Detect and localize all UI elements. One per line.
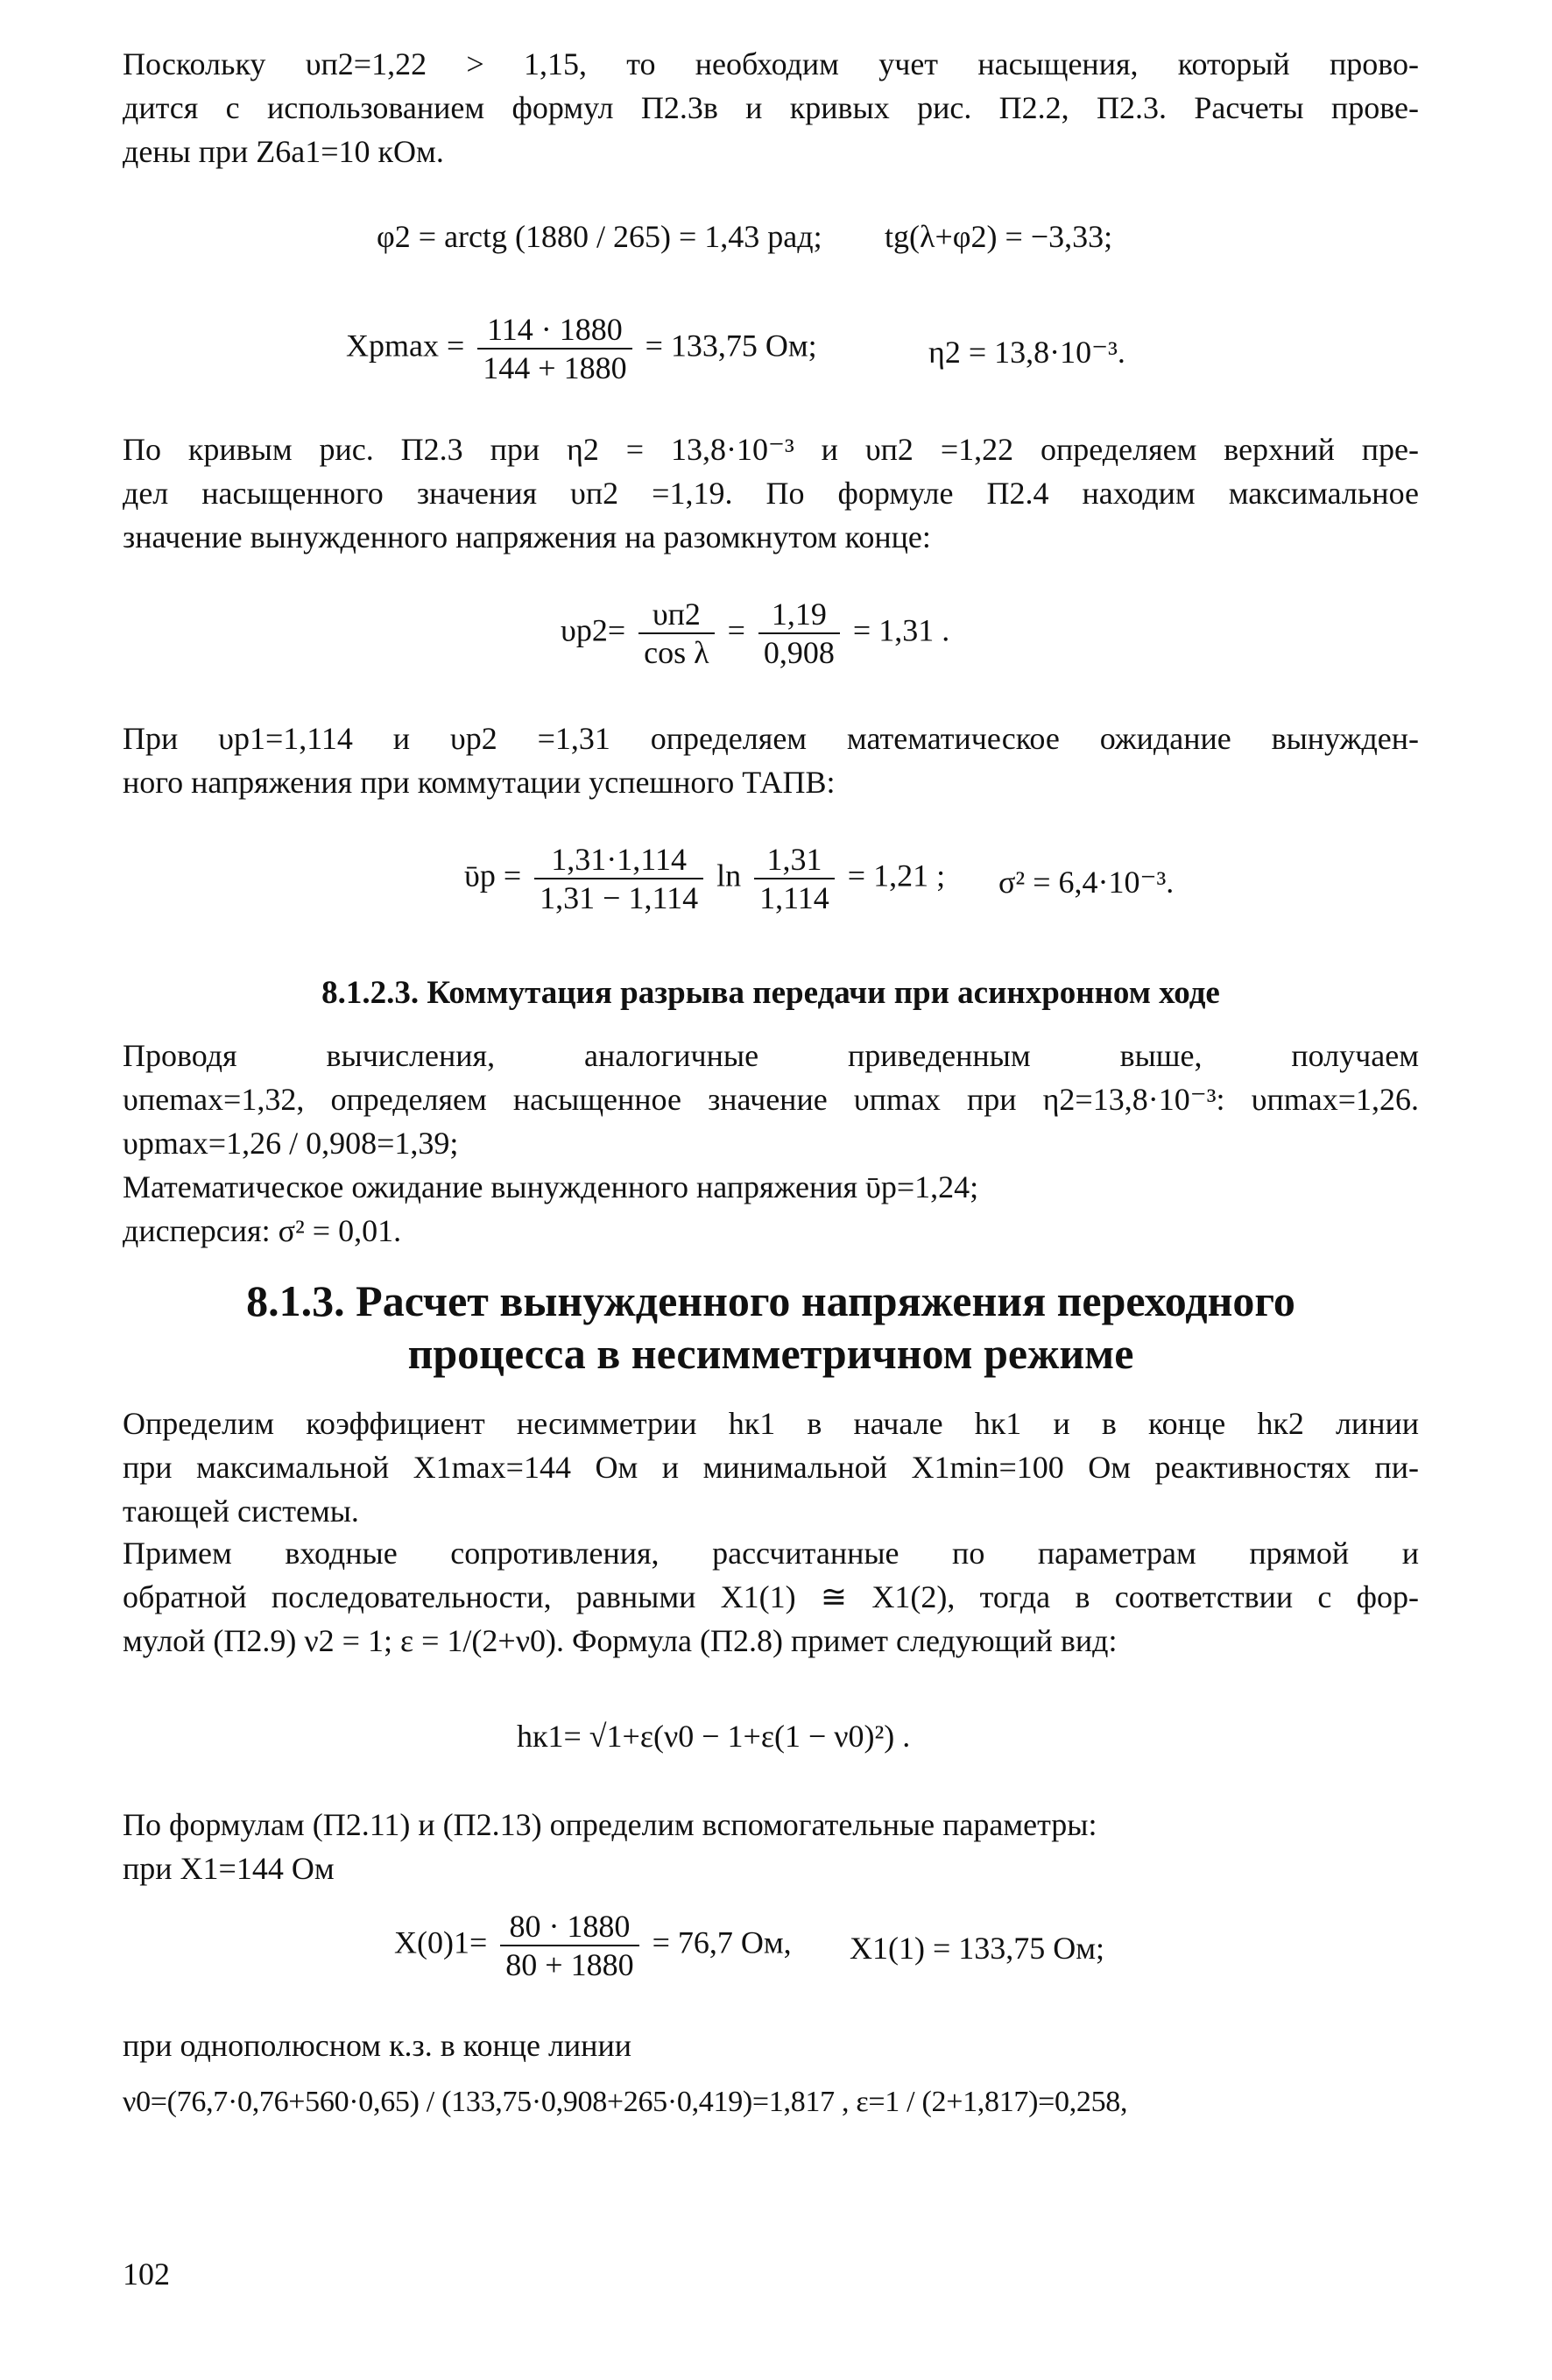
fraction-numerator: 1,31·1,114 — [534, 841, 703, 879]
fraction — [638, 596, 714, 671]
fraction-numerator: 80 · 1880 — [500, 1908, 638, 1946]
fraction-denominator: 1,114 — [759, 880, 829, 915]
formula-equals: = — [727, 612, 745, 648]
fraction — [754, 841, 835, 916]
paragraph-single-phase — [123, 2023, 1419, 2067]
section-heading-line: 8.1.3. Расчет вынужденного напряжения переходного — [246, 1276, 1295, 1325]
text-line: Проводя вычисления, аналогичные приведенным выше, получаем — [123, 1038, 1419, 1073]
formula-tg — [885, 217, 1112, 256]
fraction-denominator: 144 + 1880 — [483, 350, 627, 385]
section-heading-line: процесса в несимметричном режиме — [407, 1329, 1134, 1378]
text-line: обратной последовательности, равными X1(1) ≅ X1(2), тогда в соответствии с фор- — [123, 1579, 1419, 1614]
paragraph-saturation — [123, 42, 1419, 173]
formula-lhs: ῡp = — [464, 858, 522, 893]
paragraph-impedances — [123, 1531, 1419, 1663]
text-line: дится с использованием формул П2.3в и кривых рис. П2.2, П2.3. Расчеты прове- — [123, 90, 1419, 125]
formula-x1-text: X1(1) = 133,75 Ом; — [850, 1931, 1105, 1966]
fraction-denominator: 0,908 — [763, 635, 835, 670]
text-line: ного напряжения при коммутации успешного ТАПВ: — [123, 765, 836, 800]
formula-tg-text: tg(λ+φ2) = −3,33; — [885, 219, 1113, 254]
paragraph-asymmetry — [123, 1402, 1419, 1533]
formula-eta2 — [928, 333, 1125, 371]
text-line: при максимальной X1max=144 Ом и минимальной X1min=100 Ом реактивностях пи- — [123, 1450, 1419, 1485]
formula-hk1 — [517, 1717, 910, 1755]
fraction — [758, 596, 840, 671]
paragraph-expectation — [123, 717, 1419, 804]
text-line: По формулам (П2.11) и (П2.13) определим вспомогательные параметры: — [123, 1807, 1097, 1842]
text-line: значение вынужденного напряжения на разомкнутом конце: — [123, 519, 931, 554]
paragraph-async — [123, 1034, 1419, 1165]
text-line: мулой (П2.9) ν2 = 1; ε = 1/(2+ν0). Формула (П2.8) примет следующий вид: — [123, 1623, 1118, 1658]
formula-phi2 — [377, 217, 822, 256]
formula-result: = 1,21 ; — [847, 858, 946, 893]
text-line: тающей системы. — [123, 1494, 359, 1529]
text-line: υpmax=1,26 / 0,908=1,39; — [123, 1126, 459, 1161]
fraction-numerator: 1,19 — [758, 596, 840, 634]
text-line: Определим коэффициент несимметрии hк1 в начале hк1 и в конце hк2 линии — [123, 1406, 1419, 1441]
fraction-denominator: 80 + 1880 — [505, 1947, 634, 1982]
text-line: при однополюсном к.з. в конце линии — [123, 2028, 631, 2063]
text-line: υпemax=1,32, определяем насыщенное значение υпmax при η2=13,8·10⁻³: υпmax=1,26. — [123, 1082, 1419, 1117]
formula-result: = 133,75 Ом; — [645, 328, 817, 364]
paragraph-aux-params — [123, 1803, 1419, 1890]
formula-up-mean — [464, 841, 945, 916]
text-line: Примем входные сопротивления, рассчитанные по параметрам прямой и — [123, 1536, 1419, 1571]
formula-xpmax — [346, 311, 817, 386]
formula-ln: ln — [716, 858, 742, 893]
formula-x0 — [394, 1908, 792, 1983]
text-line: По кривым рис. П2.3 при η2 = 13,8·10⁻³ и υп2 =1,22 определяем верхний пре- — [123, 432, 1419, 467]
subsection-heading: 8.1.2.3. Коммутация разрыва передачи при асинхронном ходе — [321, 975, 1220, 1011]
formula-result: = 1,31 . — [852, 612, 950, 648]
formula-lhs: X(0)1= — [394, 1924, 488, 1960]
text-line: Поскольку υп2=1,22 > 1,15, то необходим учет насыщения, который прово- — [123, 46, 1419, 81]
text-line: дел насыщенного значения υп2 =1,19. По формуле П2.4 находим максимальное — [123, 476, 1419, 511]
page-number: 102 — [123, 2256, 170, 2292]
fraction-denominator: 1,31 − 1,114 — [540, 880, 699, 915]
fraction-numerator: υп2 — [638, 596, 714, 634]
fraction-denominator: cos λ — [644, 635, 709, 670]
text-line: ν0=(76,7·0,76+560·0,65) / (133,75·0,908+265·0,419)=1,817 , ε=1 / (2+1,817)=0,258, — [123, 2086, 1128, 2118]
formula-phi2-text: φ2 = arctg (1880 / 265) = 1,43 рад; — [377, 219, 822, 254]
formula-sigma-text: σ² = 6,4·10⁻³. — [998, 865, 1175, 900]
formula-eta2-text: η2 = 13,8·10⁻³. — [928, 335, 1125, 370]
formula-lhs: υp2= — [561, 612, 626, 648]
fraction — [534, 841, 703, 916]
formula-lhs: Xpmax = — [346, 328, 465, 364]
paragraph-curves — [123, 427, 1419, 559]
formula-x1 — [850, 1929, 1104, 1967]
fraction-numerator: 1,31 — [754, 841, 835, 879]
text-line: дисперсия: σ² = 0,01. — [123, 1213, 402, 1248]
text-line: Математическое ожидание вынужденного напряжения ῡp=1,24; — [123, 1169, 979, 1204]
formula-sigma — [998, 863, 1174, 901]
formula-nu0 — [123, 2080, 1419, 2124]
text-line: при X1=144 Ом — [123, 1851, 335, 1886]
fraction — [500, 1908, 638, 1983]
formula-result: = 76,7 Ом, — [652, 1924, 792, 1960]
text-line: дены при Z6a1=10 кОм. — [123, 134, 444, 169]
fraction — [477, 311, 631, 386]
formula-hk1-text: hк1= √1+ε(ν0 − 1+ε(1 − ν0)²) . — [517, 1719, 911, 1754]
fraction-numerator: 114 · 1880 — [477, 311, 631, 350]
paragraph-variance — [123, 1165, 1419, 1253]
section-heading — [123, 1275, 1419, 1380]
formula-up2 — [561, 596, 949, 671]
text-line: При υp1=1,114 и υp2 =1,31 определяем математическое ожидание вынужден- — [123, 721, 1419, 756]
